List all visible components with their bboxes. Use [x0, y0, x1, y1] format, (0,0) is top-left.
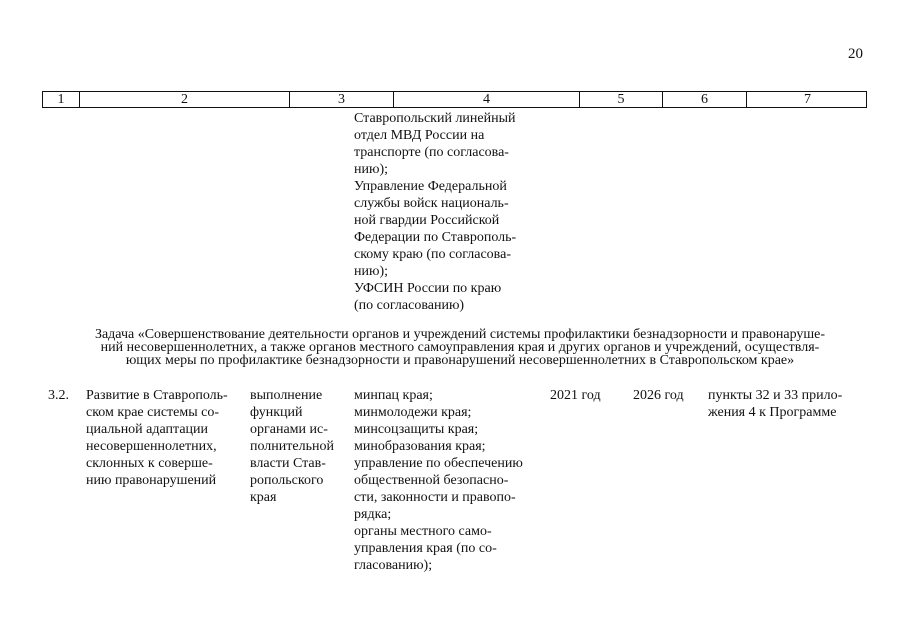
task-heading: Задача «Совершенствование деятельности органов и учреждений системы профилактики безнадзорности и правонаруше- ний несовершеннолетних, а также органов местного самоуправления края и других органов и учреждений, осуществля- ющих меры по профилактике безнадзорности и правонарушений несовершеннолетних в Ставропольском крае»: [94, 327, 826, 368]
row-end-year: 2026 год: [633, 388, 684, 403]
table-column-numbers-header: [42, 91, 867, 108]
column-number-2: 2: [79, 92, 289, 107]
column-number-6: 6: [662, 92, 746, 107]
column-number-5: 5: [579, 92, 662, 107]
page-number: 20: [848, 46, 863, 62]
row-indicators: пункты 32 и 33 прило- жения 4 к Программе: [708, 388, 843, 420]
continued-executors-cell: Ставропольский линейный отдел МВД России на транспорте (по согласова- нию); Управление Федеральной службы войск националь- ной гвардии Российской Федерации по Ставрополь- скому краю (по согласова- нию); УФСИН России по краю (по согласованию): [354, 111, 517, 313]
column-number-1: 1: [57, 92, 65, 107]
column-number-4: 4: [393, 92, 579, 107]
row-measure-name: Развитие в Ставрополь- ском крае системы со- циальной адаптации несовершеннолетних, склонных к соверше- нию правонарушений: [86, 388, 228, 488]
column-number-7: 7: [746, 92, 868, 107]
row-executors: минпац края; минмолодежи края; минсоцзащиты края; минобразования края; управление по обеспечению общественной безопасно- сти, законности и правопо- рядка; органы местного само- управления края (по со- гласованию);: [354, 388, 523, 573]
row-start-year: 2021 год: [550, 388, 601, 403]
row-measure-type: выполнение функций органами ис- полнительной власти Став- ропольского края: [250, 388, 334, 505]
row-number: 3.2.: [48, 388, 69, 403]
column-number-3: 3: [289, 92, 393, 107]
